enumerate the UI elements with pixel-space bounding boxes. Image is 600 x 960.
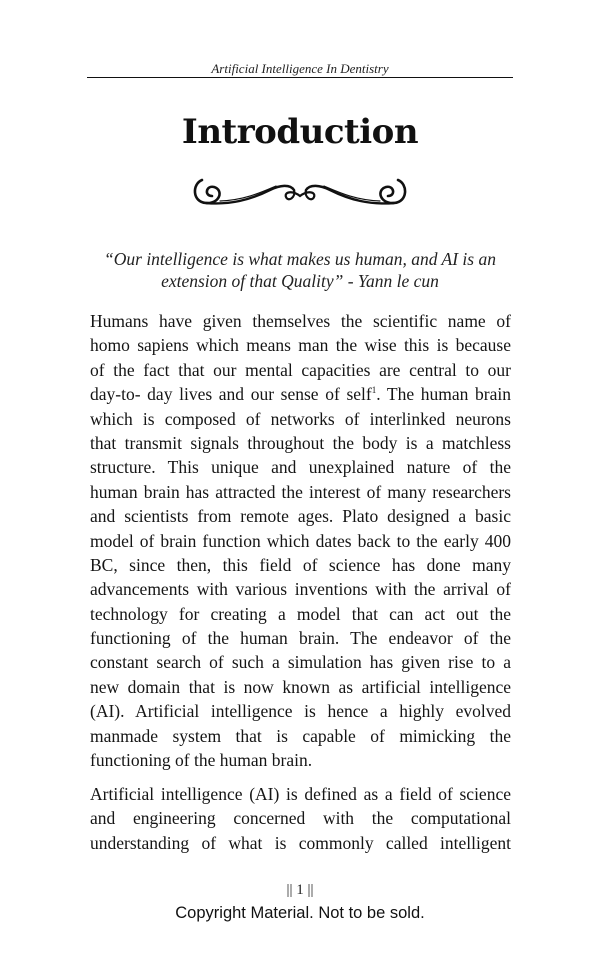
epigraph-line: “Our intelligence is what makes us human, and AI is an bbox=[104, 249, 496, 269]
text-line: technology for creating a model that can act out the bbox=[90, 603, 511, 624]
text-line: which is composed of networks of interlinked neurons bbox=[90, 408, 511, 429]
text-line: homo sapiens which means man the wise this is because bbox=[90, 335, 511, 356]
text-line: Artificial intelligence (AI) is defined as a field of science bbox=[90, 784, 511, 804]
epigraph-quote bbox=[87, 248, 513, 292]
text-line: advancements with various inventions with the arrival of bbox=[90, 579, 511, 600]
text-line: BC, since then, this field of science has done many bbox=[90, 554, 511, 575]
running-header-title: Artificial Intelligence In Dentistry bbox=[211, 61, 389, 76]
page-number: || 1 || bbox=[286, 882, 314, 898]
text-line: of the fact that our mental capacities are central to our bbox=[90, 359, 511, 380]
text-line: understanding of what is commonly called intelligent bbox=[90, 832, 511, 853]
epigraph-line: extension of that Quality” - Yann le cun bbox=[161, 271, 439, 291]
text-line: and scientists from remote ages. Plato designed a basic bbox=[90, 506, 511, 527]
copyright-notice: Copyright Material. Not to be sold. bbox=[175, 904, 425, 922]
text-line: (AI). Artificial intelligence is hence a highly evolved bbox=[90, 701, 511, 722]
body-paragraph bbox=[90, 782, 511, 855]
flourish-divider-icon bbox=[190, 174, 410, 210]
text-line: new domain that is now known as artificial intelligence bbox=[90, 676, 511, 697]
text-line: functioning of the human brain. bbox=[90, 750, 313, 771]
chapter-title: Introduction bbox=[181, 112, 419, 152]
text-line: model of brain function which dates back to the early 400 bbox=[90, 530, 511, 551]
text-line: Humans have given themselves the scientific name of bbox=[90, 311, 511, 331]
footnote-marker[interactable]: 1 bbox=[371, 385, 377, 396]
text-segment: day-to- day lives and our sense of self bbox=[90, 384, 372, 405]
text-line: constant search of such a simulation has given rise to a bbox=[90, 652, 511, 673]
text-line: manmade system that is capable of mimicking the bbox=[90, 725, 511, 746]
text-line: functioning of the human brain. The endeavor of the bbox=[90, 628, 511, 649]
header-rule bbox=[87, 77, 513, 78]
text-segment: . The human brain bbox=[376, 384, 512, 405]
text-line: that transmit signals throughout the body is a matchless bbox=[90, 432, 511, 453]
text-line: structure. This unique and unexplained nature of the bbox=[90, 457, 511, 478]
text-line: human brain has attracted the interest of many researchers bbox=[90, 481, 511, 502]
text-line bbox=[90, 382, 511, 406]
text-line: and engineering concerned with the computational bbox=[90, 808, 511, 829]
body-paragraph bbox=[90, 309, 511, 772]
